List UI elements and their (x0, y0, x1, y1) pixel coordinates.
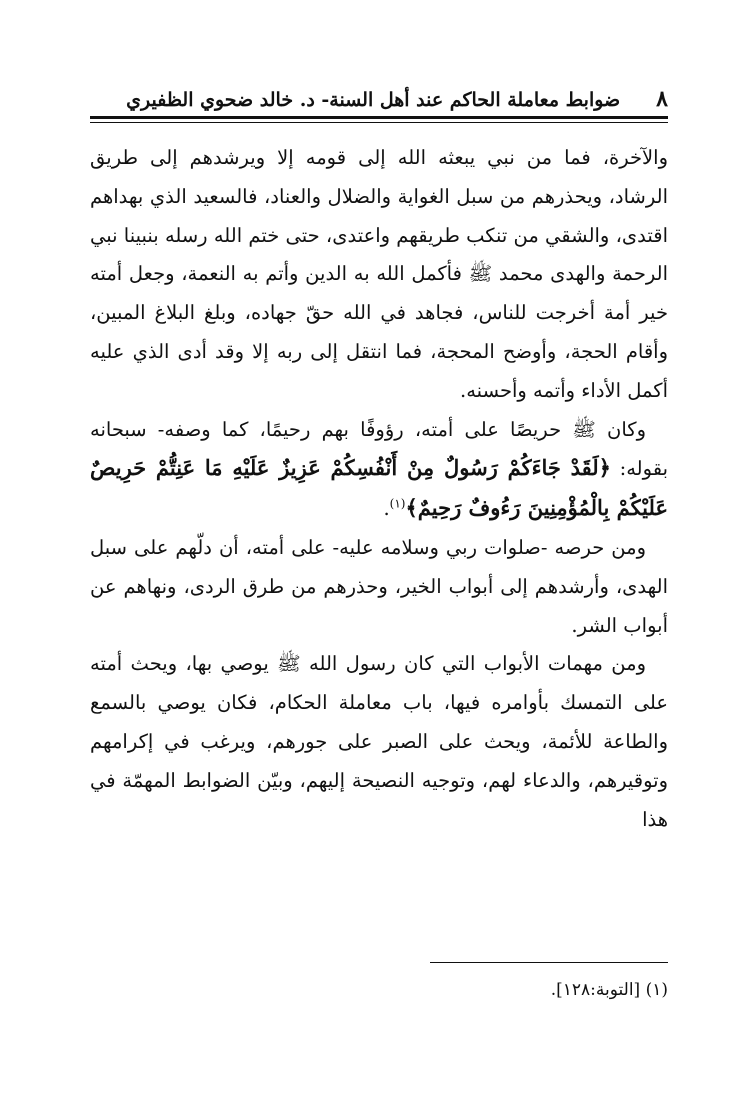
footnote: (١) [التوبة:١٢٨]. (550, 980, 668, 1000)
book-page (90, 70, 668, 1070)
paragraph-2-end: . (383, 497, 390, 521)
footnote-marker: (١) (389, 496, 406, 511)
page-header (90, 70, 668, 114)
quran-verse: ﴿لَقَدْ جَاءَكُمْ رَسُولٌ مِنْ أَنْفُسِكُمْ عَزِيزٌ عَلَيْهِ مَا عَنِتُّمْ حَرِيصٌ عَلَيْكُمْ بِالْمُؤْمِنِينَ رَءُوفٌ رَحِيمٌ﴾ (90, 455, 668, 521)
body-text (90, 139, 668, 839)
paragraph-2 (90, 411, 668, 529)
paragraph-4: ومن مهمات الأبواب التي كان رسول الله ﷺ يوصي بها، ويحث أمته على التمسك بأوامره فيها، باب معاملة الحكام، فكان يوصي بالسمع والطاعة للأئمة، ويحث على الصبر على جورهم، ويرغب في إكرامهم وتوقيرهم، والدعاء لهم، وتوجيه النصيحة إليهم، وبيّن الضوابط المهمّة في هذا (90, 652, 668, 831)
running-title: ضوابط معاملة الحاكم عند أهل السنة- د. خالد ضحوي الظفيري (126, 89, 621, 111)
paragraph-1: والآخرة، فما من نبي يبعثه الله إلى قومه إلا ويرشدهم إلى طريق الرشاد، ويحذرهم من سبل الغواية والضلال والعناد، فالسعيد الذي بهداهم اقتدى، والشقي من تنكب طريقهم واعتدى، حتى ختم الله رسله بنبينا نبي الرحمة والهدى محمد ﷺ فأكمل الله به الدين وأتم به النعمة، وجعل أمته خير أمة أخرجت للناس، فجاهد في الله حقّ جهاده، وبلغ البلاغ المبين، وأقام الحجة، وأوضح المحجة، فما انتقل إلى ربه إلا وقد أدى الذي عليه أكمل الأداء وأتمه وأحسنه. (90, 146, 668, 402)
header-rule-thick (90, 116, 668, 119)
header-rule-thin (90, 122, 668, 123)
paragraph-3: ومن حرصه -صلوات ربي وسلامه عليه- على أمته، أن دلّهم على سبل الهدى، وأرشدهم إلى أبواب الخير، وحذرهم من طرق الردى، ونهاهم عن أبواب الشر. (90, 535, 668, 637)
paragraph-2-intro: وكان ﷺ حريصًا على أمته، رؤوفًا بهم رحيمًا، كما وصفه- سبحانه بقوله: (90, 417, 668, 481)
page-number: ٨ (656, 86, 668, 112)
footnote-separator (430, 962, 668, 963)
